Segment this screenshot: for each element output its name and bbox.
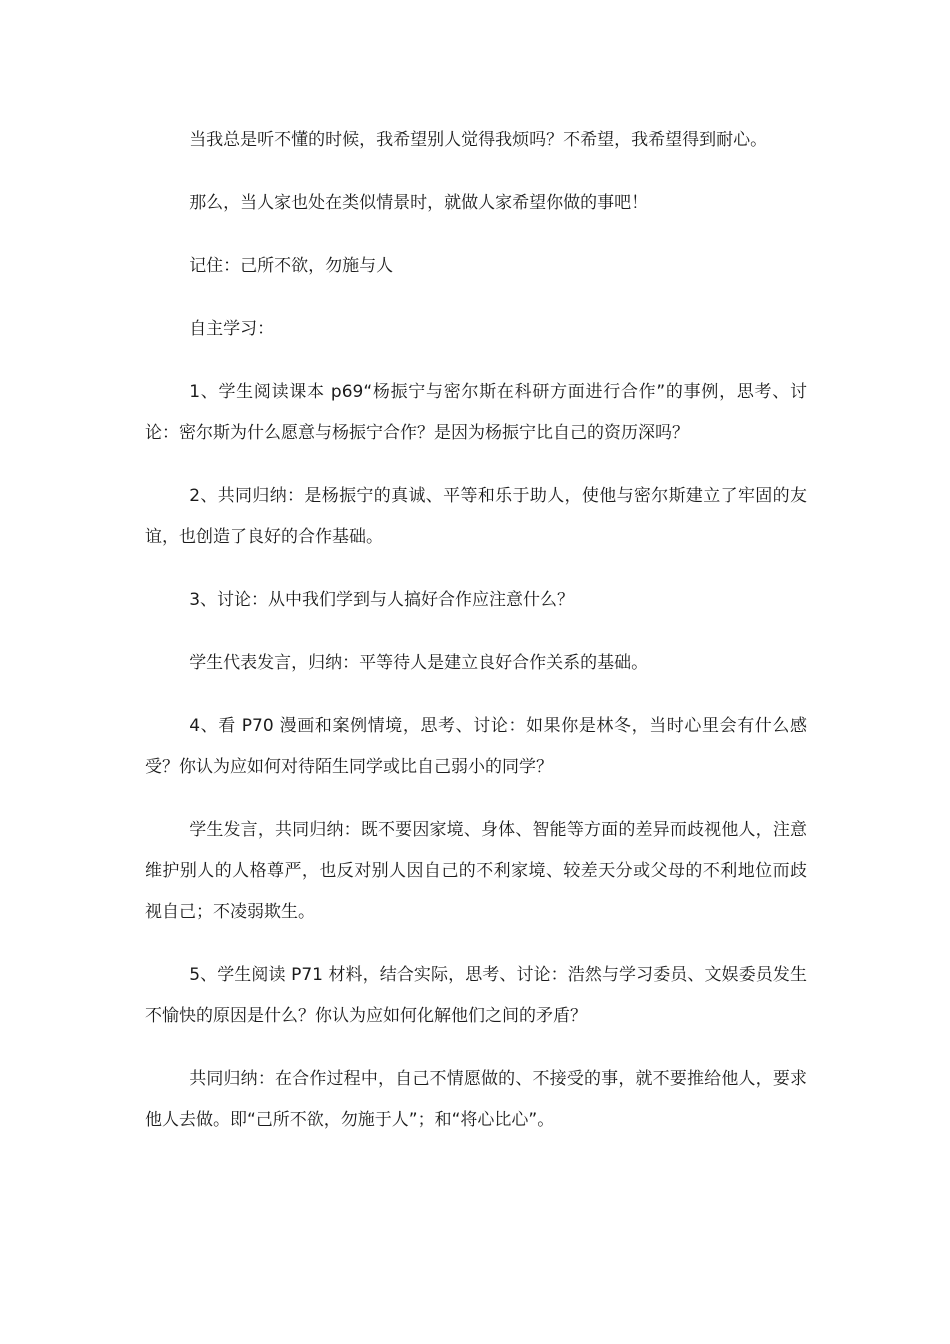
document-body [145,120,807,1163]
paragraph-7: 3、讨论：从中我们学到与人搞好合作应注意什么？ [189,590,575,610]
paragraph-4: 自主学习： [189,319,275,339]
paragraph-11: 5、学生阅读 P71 材料，结合实际，思考、讨论：浩然与学习委员、文娱委员发生不愉快的原因是什么？你认为应如何化解他们之间的矛盾？ [145,965,807,1026]
paragraph-9: 4、看 P70 漫画和案例情境，思考、讨论：如果你是林冬，当时心里会有什么感受？你认为应如何对待陌生同学或比自己弱小的同学？ [145,716,807,777]
paragraph-2: 那么，当人家也处在类似情景时，就做人家希望你做的事吧！ [189,193,649,213]
paragraph-5: 1、学生阅读课本 p69“杨振宁与密尔斯在科研方面进行合作”的事例，思考、讨论：密尔斯为什么愿意与杨振宁合作？是因为杨振宁比自己的资历深吗？ [145,382,807,443]
paragraph-12: 共同归纳：在合作过程中，自己不情愿做的、不接受的事，就不要推给他人，要求他人去做。即“己所不欲，勿施于人”；和“将心比心”。 [145,1069,807,1130]
paragraph-1: 当我总是听不懂的时候，我希望别人觉得我烦吗？不希望，我希望得到耐心。 [189,130,768,150]
paragraph-10: 学生发言，共同归纳：既不要因家境、身体、智能等方面的差异而歧视他人，注意维护别人的人格尊严，也反对别人因自己的不利家境、较差天分或父母的不利地位而歧视自己；不凌弱欺生。 [145,820,807,922]
paragraph-3: 记住：己所不欲，勿施与人 [189,256,394,276]
paragraph-6: 2、共同归纳：是杨振宁的真诚、平等和乐于助人，使他与密尔斯建立了牢固的友谊，也创造了良好的合作基础。 [145,486,807,547]
paragraph-8: 学生代表发言，归纳：平等待人是建立良好合作关系的基础。 [189,653,649,673]
